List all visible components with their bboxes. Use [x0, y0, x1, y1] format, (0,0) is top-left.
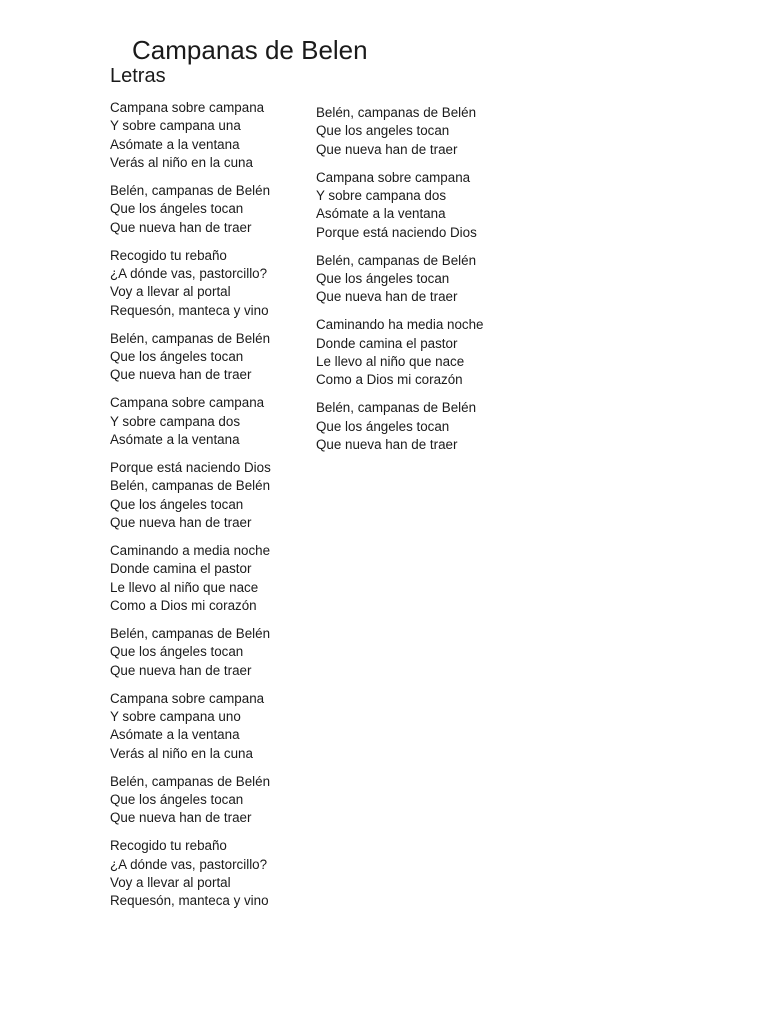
lyric-stanza	[110, 182, 310, 237]
lyric-line: Belén, campanas de Belén	[110, 478, 271, 494]
lyric-line: Asómate a la ventana	[110, 727, 240, 743]
lyric-line: Verás al niño en la cuna	[110, 154, 253, 170]
lyric-line: Que nueva han de traer	[110, 219, 252, 235]
lyric-line: ¿A dónde vas, pastorcillo?	[110, 856, 268, 872]
lyric-line: Le llevo al niño que nace	[110, 579, 259, 595]
lyric-stanza	[316, 252, 516, 307]
lyric-line: Caminando a media noche	[110, 543, 271, 559]
lyric-line: Que los ángeles tocan	[110, 791, 244, 807]
lyric-line: Donde camina el pastor	[110, 561, 252, 577]
lyric-line: Porque está naciendo Dios	[110, 460, 271, 476]
lyric-line: Que nueva han de traer	[316, 436, 458, 452]
lyric-line: Que nueva han de traer	[110, 810, 252, 826]
lyrics-column-left	[110, 99, 310, 920]
lyric-line: Campana sobre campana	[110, 395, 265, 411]
document-subtitle: Letras	[110, 65, 166, 87]
lyric-line: Como a Dios mi corazón	[316, 372, 463, 388]
lyric-stanza	[110, 542, 310, 615]
lyric-line: Asómate a la ventana	[110, 431, 240, 447]
lyric-line: Que nueva han de traer	[110, 514, 252, 530]
lyric-stanza	[316, 399, 516, 454]
lyric-stanza	[110, 394, 310, 449]
lyric-line: Que los ángeles tocan	[316, 270, 450, 286]
document-title: Campanas de Belen	[132, 35, 368, 65]
lyric-line: Que los ángeles tocan	[110, 201, 244, 217]
lyric-line: Y sobre campana dos	[110, 413, 241, 429]
lyric-stanza	[316, 169, 516, 242]
lyric-line: Belén, campanas de Belén	[316, 252, 477, 268]
lyric-stanza	[110, 837, 310, 910]
lyric-line: Campana sobre campana	[316, 169, 471, 185]
lyric-line: Asómate a la ventana	[316, 206, 446, 222]
lyric-stanza	[110, 773, 310, 828]
lyric-line: Y sobre campana una	[110, 118, 241, 134]
lyric-line: Recogido tu rebaño	[110, 838, 227, 854]
lyric-line: Belén, campanas de Belén	[316, 400, 477, 416]
lyric-line: Porque está naciendo Dios	[316, 224, 477, 240]
lyric-line: Y sobre campana dos	[316, 187, 447, 203]
lyric-line: Donde camina el pastor	[316, 335, 458, 351]
lyric-line: Caminando ha media noche	[316, 317, 484, 333]
lyric-line: Le llevo al niño que nace	[316, 353, 465, 369]
lyric-stanza	[110, 690, 310, 763]
lyric-stanza	[110, 625, 310, 680]
lyric-line: Belén, campanas de Belén	[316, 105, 477, 120]
lyric-line: Que los ángeles tocan	[316, 418, 450, 434]
lyric-stanza	[110, 330, 310, 385]
lyric-line: Que nueva han de traer	[110, 662, 252, 678]
lyric-line: Que nueva han de traer	[316, 289, 458, 305]
lyric-line: Y sobre campana uno	[110, 708, 241, 724]
lyric-line: ¿A dónde vas, pastorcillo?	[110, 265, 268, 281]
lyric-line: Requesón, manteca y vino	[110, 893, 269, 909]
lyrics-column-right	[316, 104, 516, 464]
lyric-line: Como a Dios mi corazón	[110, 597, 257, 613]
lyric-line: Que los ángeles tocan	[110, 496, 244, 512]
lyric-line: Que nueva han de traer	[110, 367, 252, 383]
lyric-line: Recogido tu rebaño	[110, 247, 227, 263]
lyric-line: Verás al niño en la cuna	[110, 745, 253, 761]
lyric-line: Que los ángeles tocan	[110, 348, 244, 364]
lyric-line: Belén, campanas de Belén	[110, 773, 271, 789]
lyric-line: Que los ángeles tocan	[110, 644, 244, 660]
lyric-line: Campana sobre campana	[110, 690, 265, 706]
lyric-stanza	[110, 459, 310, 532]
lyric-line: Que nueva han de traer	[316, 141, 458, 157]
lyric-line: Voy a llevar al portal	[110, 284, 231, 300]
lyric-stanza	[316, 316, 516, 389]
lyric-line: Campana sobre campana	[110, 100, 265, 115]
lyric-line: Belén, campanas de Belén	[110, 182, 271, 198]
lyric-stanza	[110, 247, 310, 320]
lyric-line: Que los angeles tocan	[316, 123, 450, 139]
lyric-stanza	[316, 104, 516, 159]
lyric-line: Voy a llevar al portal	[110, 874, 231, 890]
lyric-line: Asómate a la ventana	[110, 136, 240, 152]
lyric-line: Belén, campanas de Belén	[110, 330, 271, 346]
lyric-line: Requesón, manteca y vino	[110, 302, 269, 318]
lyric-stanza	[110, 99, 310, 172]
lyric-line: Belén, campanas de Belén	[110, 626, 271, 641]
